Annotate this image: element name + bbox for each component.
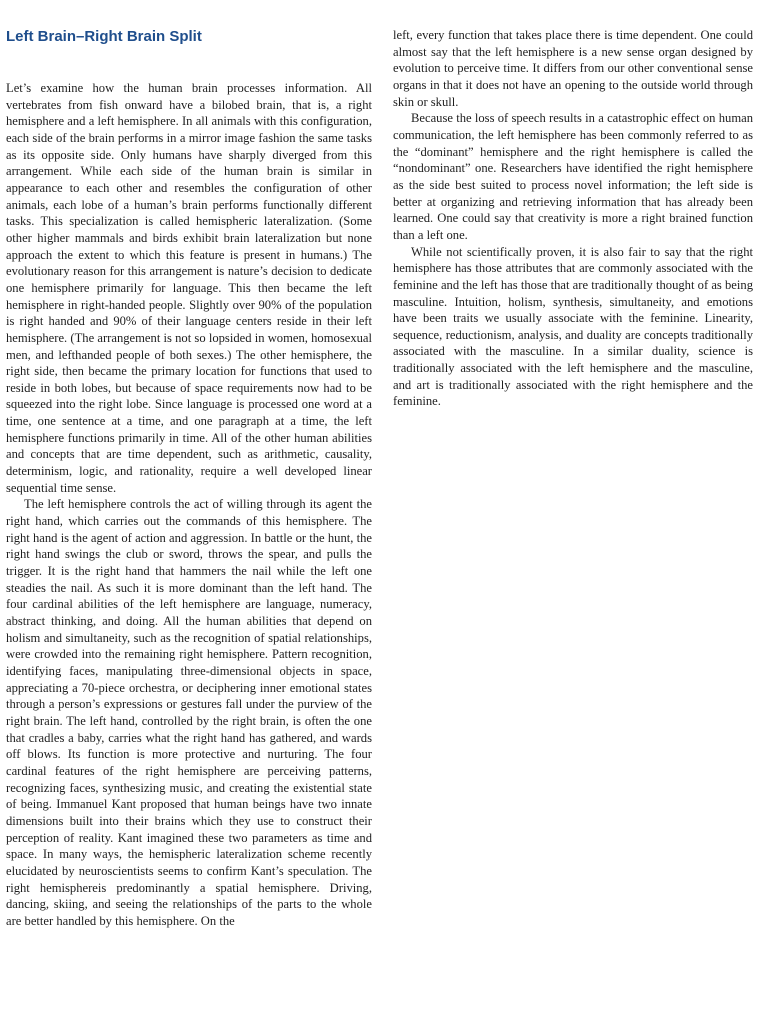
paragraph-time-sense-organ: left, every function that takes place there is time dependent. One could almost say that the left hemisphere is a new sense organ designed by evolution to perceive time. It differs from our other conventional sense organs in that it does not have an opening to the outside world through skin or skull. bbox=[393, 28, 753, 109]
left-column bbox=[6, 80, 372, 929]
paragraph-dominant-hemisphere: Because the loss of speech results in a catastrophic effect on human communication, the left hemisphere has been commonly referred to as the “dominant” hemisphere and the right hemisphere is called the “nondominant” one. Researchers have identified the right hemisphere as the side best suited to process novel information; the left side is better at organizing and retrieving information that has already been learned. One could say that creativity is more a right brained function than a left one. bbox=[393, 111, 753, 242]
article-title: Left Brain–Right Brain Split bbox=[6, 28, 202, 45]
right-column bbox=[393, 27, 753, 410]
paragraph-feminine-masculine: While not scientifically proven, it is also fair to say that the right hemisphere has those attributes that are commonly associated with the feminine and the left has those that are traditionally thought of as being masculine. Intuition, holism, synthesis, simultaneity, and emotions have been traits we usually associate with the feminine. Linearity, sequence, reductionism, analysis, and duality are concepts traditionally associated with the masculine. In a similar duality, science is traditionally associated with the left hemisphere and the masculine, and art is traditionally associated with the right hemisphere and the feminine. bbox=[393, 244, 753, 409]
paragraph-brain-lateralization: Let’s examine how the human brain processes information. All vertebrates from fish onward have a bilobed brain, that is, a right hemisphere and a left hemisphere. In all animals with this configuration, each side of the brain performs in a mirror image fashion the same tasks as its opposite side. Only humans have sharply diverged from this arrangement. While each side of the human brain is similar in appearance to each other and resembles the configuration of other animals, each lobe of a human’s brain performs functionally different tasks. This specialization is called hemispheric lateralization. (Some other higher mammals and birds exhibit brain lateralization but none approach the extent to which this feature is present in humans.) The evolutionary reason for this arrangement is nature’s decision to dedicate one hemisphere primarily for language. This then became the left hemisphere in right-handed people. Slightly over 90% of the population is right handed and 90% of their language centers reside in their left hemisphere. (The arrangement is not so lopsided in women, homosexual men, and lefthanded people of both sexes.) The other hemisphere, the right side, then became the primary location for functions that used to reside in both lobes, but because of space requirements now had to be squeezed into the right lobe. Since language is processed one word at a time, one sentence at a time, and one paragraph at a time, the left hemisphere functions primarily in time. All of the other human abilities and concepts that are time dependent, such as arithmetic, causality, determinism, logic, and rationality, require a well developed linear sequential time sense. bbox=[6, 81, 372, 495]
paragraph-left-hemisphere-will: The left hemisphere controls the act of willing through its agent the right hand, which carries out the commands of this hemisphere. The right hand is the agent of action and aggression. In battle or the hunt, the right hand swings the club or sword, throws the spear, and pulls the trigger. It is the right hand that hammers the nail while the left one steadies the nail. As such it is more dominant than the left hand. The four cardinal abilities of the left hemisphere are language, numeracy, abstract thinking, and doing. All the human abilities that depend on holism and simultaneity, such as the recognition of spatial relationships, were crowded into the remaining right hemisphere. Pattern recognition, identifying faces, manipulating three-dimensional objects in space, appreciating a 70-piece orchestra, or deciphering inner emotional states through a person’s expressions or gestures fall under the purview of the right brain. The left hand, controlled by the right brain, is often the one that cradles a baby, carries what the right hand has gathered, and wards off blows. Its function is more protective and nurturing. The four cardinal features of the right hemisphere are perceiving patterns, recognizing faces, synthesizing music, and creating the existential state of being. Immanuel Kant proposed that human beings have two innate dimensions built into their brains which they use to construct their perception of reality. Kant imagined these two parameters as time and space. In many ways, the hemispheric lateralization scheme recently elucidated by neuroscientists seems to confirm Kant’s speculation. The right hemisphereis predominantly a spatial hemisphere. Driving, dancing, skiing, and seeing the relationships of the parts to the whole are better handled by this hemisphere. On the bbox=[6, 497, 372, 928]
